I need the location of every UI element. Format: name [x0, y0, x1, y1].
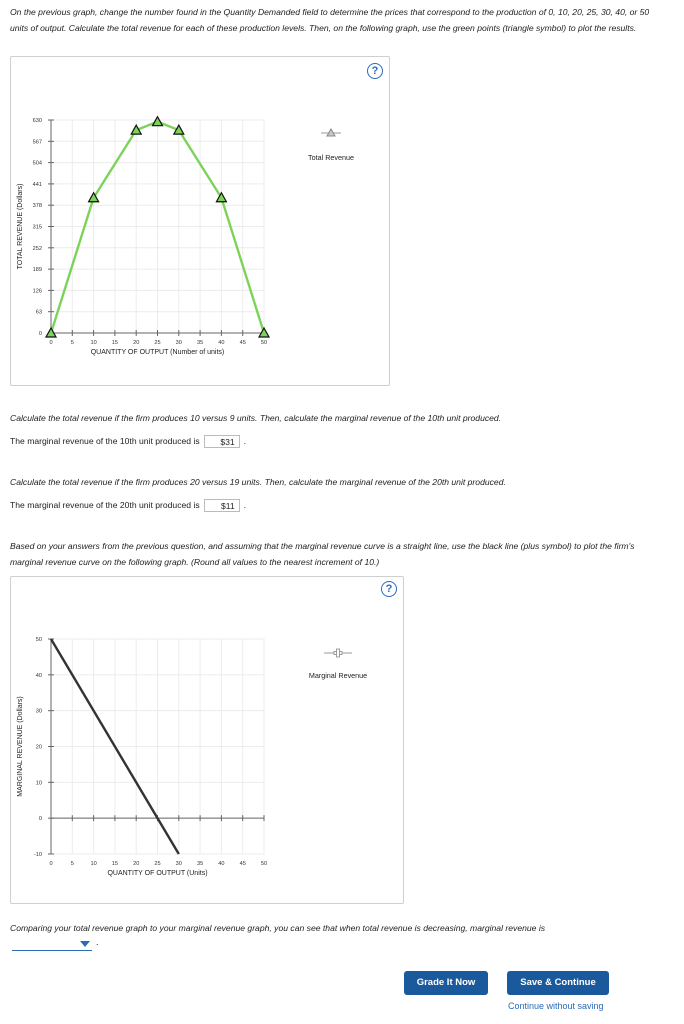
q1-suffix: . [243, 436, 247, 446]
q3-prompt: Based on your answers from the previous question, and assuming that the marginal revenue curve is a straight line, use the black line (plus symbol) to plot the firm's marginal revenue curve on the following graph. (Round all values to the nearest increment of 10.) [10, 541, 635, 567]
y-tick-label: 630 [32, 118, 42, 124]
x-tick-label: 0 [49, 340, 53, 346]
y-axis-label: TOTAL REVENUE (Dollars) [17, 183, 24, 270]
q2-answer-line [10, 497, 246, 513]
save-continue-button[interactable]: Save & Continue [507, 971, 609, 995]
x-tick-label: 50 [260, 340, 268, 346]
x-tick-label: 0 [49, 861, 53, 867]
q1-label: The marginal revenue of the 10th unit produced is [10, 436, 200, 446]
x-tick-label: 20 [133, 340, 140, 346]
mr-20th-unit-input[interactable]: $11 [204, 499, 240, 512]
y-tick-label: 189 [32, 267, 42, 274]
y-tick-label: 30 [35, 708, 42, 715]
q4-suffix: . [96, 937, 99, 947]
x-tick-label: 20 [133, 861, 140, 867]
marginal-revenue-chart[interactable] [0, 560, 684, 900]
x-tick-label: 10 [90, 340, 97, 346]
continue-without-saving-link[interactable]: Continue without saving [508, 1001, 604, 1011]
y-tick-label: 0 [38, 331, 42, 337]
y-tick-label: -10 [33, 852, 42, 858]
total-revenue-chart[interactable] [0, 0, 684, 400]
grade-it-now-button[interactable]: Grade It Now [404, 971, 488, 995]
mr-10th-unit-input[interactable]: $31 [204, 435, 240, 448]
y-axis-label: MARGINAL REVENUE (Dollars) [17, 696, 24, 797]
y-tick-label: 50 [35, 637, 42, 643]
y-tick-label: 63 [35, 309, 42, 316]
x-tick-label: 50 [260, 861, 268, 867]
x-tick-label: 35 [196, 340, 204, 346]
q2-label: The marginal revenue of the 20th unit produced is [10, 500, 200, 510]
decreasing-tr-mr-dropdown[interactable] [12, 938, 92, 951]
legend-label: Total Revenue [308, 153, 354, 162]
help-icon[interactable]: ? [381, 581, 397, 597]
x-axis-label: QUANTITY OF OUTPUT (Number of units) [90, 349, 225, 356]
x-tick-label: 45 [239, 340, 246, 346]
q1-answer-line [10, 433, 246, 449]
y-tick-label: 504 [32, 160, 42, 167]
help-icon[interactable]: ? [367, 63, 383, 79]
y-tick-label: 567 [32, 139, 42, 146]
x-tick-label: 35 [196, 861, 204, 867]
y-tick-label: 378 [32, 203, 42, 210]
x-tick-label: 25 [154, 340, 161, 346]
q2-suffix: . [243, 500, 247, 510]
x-tick-label: 40 [218, 340, 225, 346]
legend-label: Marginal Revenue [308, 671, 368, 680]
q1-prompt: Calculate the total revenue if the firm produces 10 versus 9 units. Then, calculate the marginal revenue of the 10th unit produced. [10, 413, 502, 423]
x-tick-label: 30 [175, 340, 182, 346]
q4-prompt: Comparing your total revenue graph to your marginal revenue graph, you can see that when total revenue is decreasing, marginal revenue is [10, 923, 546, 933]
y-tick-label: 0 [38, 816, 42, 823]
y-tick-label: 252 [32, 245, 42, 252]
x-tick-label: 5 [70, 340, 74, 346]
x-tick-label: 15 [111, 340, 119, 346]
x-tick-label: 40 [218, 861, 225, 867]
x-tick-label: 5 [70, 861, 74, 867]
x-tick-label: 25 [154, 861, 161, 867]
x-tick-label: 45 [239, 861, 246, 867]
y-tick-label: 126 [32, 288, 42, 295]
y-tick-label: 441 [32, 181, 42, 188]
y-tick-label: 10 [35, 780, 42, 787]
x-tick-label: 15 [111, 861, 119, 867]
intro-instructions: On the previous graph, change the number found in the Quantity Demanded field to determine the prices that correspond to the production of 0, 10, 20, 25, 30, 40, or 50 units of output. Calculate the total revenue for each of these production levels. Then, on the following graph, use the green points (triangle symbol) to plot the results. [10, 7, 650, 33]
y-tick-label: 315 [32, 224, 42, 231]
x-axis-label: QUANTITY OF OUTPUT (Units) [107, 870, 208, 877]
q2-prompt: Calculate the total revenue if the firm produces 20 versus 19 units. Then, calculate the marginal revenue of the 20th unit produced. [10, 477, 506, 487]
plus-icon [337, 649, 340, 657]
x-tick-label: 10 [90, 861, 97, 867]
x-tick-label: 30 [175, 861, 182, 867]
y-tick-label: 40 [35, 672, 42, 679]
y-tick-label: 20 [35, 744, 42, 751]
chevron-down-icon [80, 941, 90, 947]
